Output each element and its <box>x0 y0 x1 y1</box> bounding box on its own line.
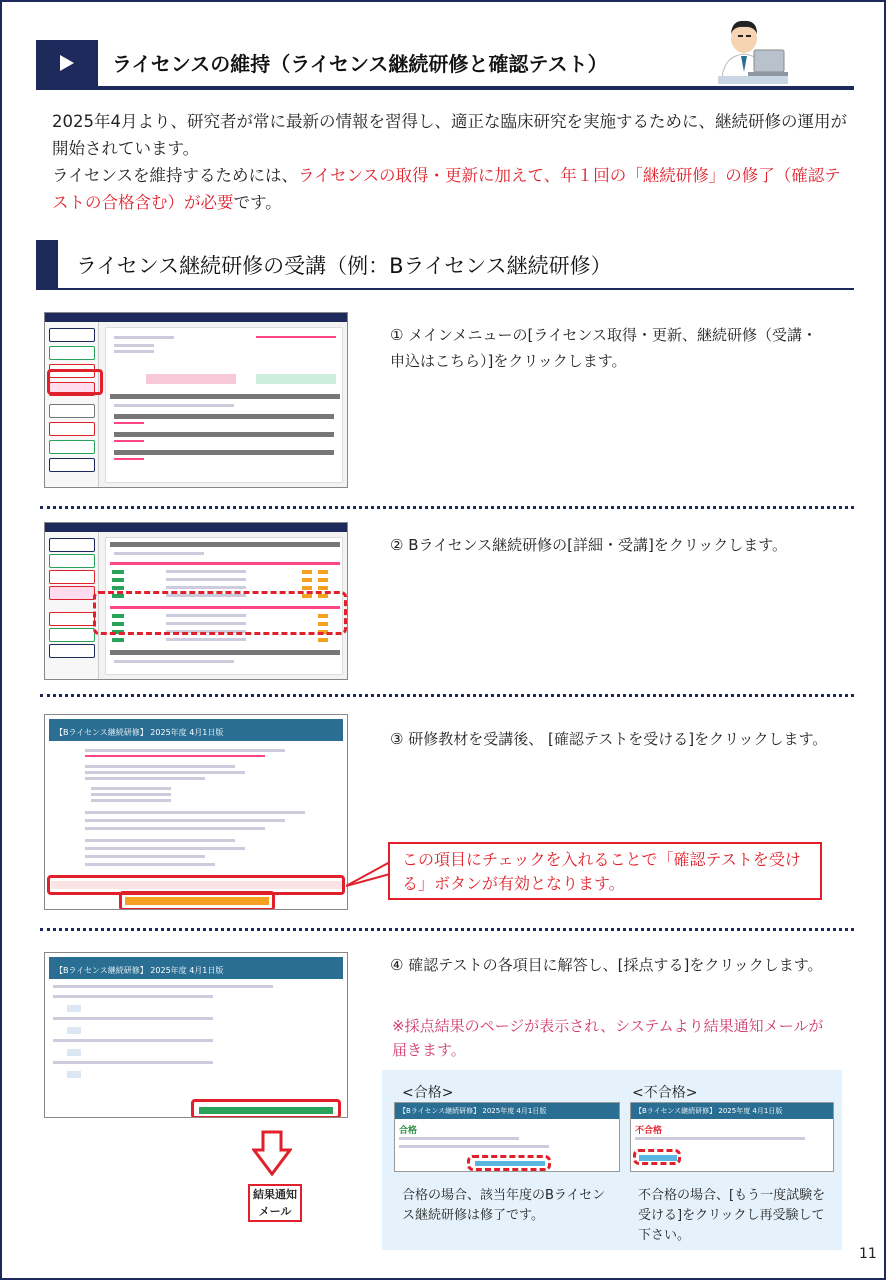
heading-marker <box>36 40 98 86</box>
screenshot-sidebar <box>45 532 99 679</box>
pass-description: 合格の場合、該当年度のBライセンス継続研修は修了です。 <box>402 1188 606 1223</box>
intro-line-2-prefix: ライセンスを維持するためには、 <box>52 166 299 185</box>
confirmation-test-screenshot <box>44 952 348 1118</box>
pass-word: 合格 <box>399 1126 418 1136</box>
license-list-screenshot <box>44 522 348 680</box>
intro-line-2 <box>52 162 852 216</box>
sidebar-button <box>49 458 95 472</box>
section-heading-bar <box>36 240 854 290</box>
intro-text <box>52 108 852 216</box>
notice-line-1: 結果通知 <box>253 1188 297 1201</box>
sidebar-button <box>49 404 95 418</box>
result-mail-notice <box>248 1184 302 1222</box>
sidebar-button <box>49 586 95 600</box>
sidebar-button <box>49 554 95 568</box>
step-4-text: ④ 確認テストの各項目に解答し、[採点する]をクリックします。 <box>390 956 823 974</box>
highlight-return-button <box>467 1155 551 1171</box>
intro-line-1: 2025年4月より、研究者が常に最新の情報を習得し、適正な臨床研究を実施するために、継続研修の運用が開始されています。 <box>52 112 847 158</box>
results-panel <box>382 1070 842 1250</box>
sidebar-button <box>49 570 95 584</box>
intro-line-2-suffix: です。 <box>233 193 282 212</box>
notice-line-2: メール <box>258 1205 292 1218</box>
highlight-retry-button <box>633 1149 681 1165</box>
screenshot-main-area <box>105 327 343 483</box>
sidebar-button <box>49 328 95 342</box>
highlight-test-button <box>119 891 275 910</box>
screenshot-titlebar <box>45 313 347 322</box>
highlight-license-menu <box>47 369 103 395</box>
step-2-text: ② Bライセンス継続研修の[詳細・受講]をクリックします。 <box>390 536 788 554</box>
screenshot-sidebar <box>45 322 99 487</box>
sidebar-button <box>49 346 95 360</box>
highlight-b-license-row <box>93 591 347 635</box>
fail-label: <不合格> <box>632 1085 698 1101</box>
fail-screenshot-header: 【Bライセンス継続研修】 2025年度 4月1日版 <box>631 1103 833 1119</box>
divider <box>40 694 854 697</box>
section-title: ライセンス継続研修の受講（例：Bライセンス継続研修） <box>76 254 612 278</box>
pass-screenshot <box>394 1102 620 1172</box>
fail-word: 不合格 <box>635 1126 663 1136</box>
divider <box>40 506 854 509</box>
person-at-laptop-icon <box>714 16 790 86</box>
sidebar-button <box>49 440 95 454</box>
course-title: 【Bライセンス継続研修】 2025年度 4月1日版 <box>55 728 224 737</box>
step-3-text: ③ 研修教材を受講後、 [確認テストを受ける]をクリックします。 <box>390 730 828 748</box>
checkbox-callout: この項目にチェックを入れることで「確認テストを受ける」ボタンが有効となります。 <box>388 842 822 900</box>
highlight-grade-button <box>191 1099 341 1118</box>
course-header <box>49 719 343 741</box>
section-marker <box>36 240 58 288</box>
sidebar-button <box>49 612 95 626</box>
pass-label: <合格> <box>402 1085 454 1101</box>
sidebar-button <box>49 538 95 552</box>
callout-pointer <box>346 860 390 888</box>
divider <box>40 928 854 931</box>
fail-screenshot <box>630 1102 834 1172</box>
test-title: 【Bライセンス継続研修】 2025年度 4月1日版 <box>55 966 224 975</box>
sidebar-button <box>49 422 95 436</box>
main-menu-screenshot <box>44 312 348 488</box>
fail-description: 不合格の場合、[もう一度試験を受ける]をクリックし再受験して下さい。 <box>638 1188 826 1243</box>
intro-line-2-emphasis: ライセンスの取得・更新に加えて、年１回の「継続研修」の修了（確認テストの合格含む）が必要 <box>52 166 841 212</box>
step-4-note: ※採点結果のページが表示され、システムより結果通知メールが届きます。 <box>392 1017 824 1059</box>
test-header <box>49 957 343 979</box>
pass-screenshot-header: 【Bライセンス継続研修】 2025年度 4月1日版 <box>395 1103 619 1119</box>
arrow-down-icon <box>252 1130 292 1176</box>
page-number: 11 <box>859 1246 877 1262</box>
play-triangle-icon <box>60 55 74 71</box>
sidebar-button <box>49 644 95 658</box>
step-1-text: ① メインメニューの[ライセンス取得・更新、継続研修（受講・申込はこちら）]をクリックします。 <box>390 326 817 370</box>
page-title: ライセンスの維持（ライセンス継続研修と確認テスト） <box>112 52 608 76</box>
course-material-screenshot <box>44 714 348 910</box>
sidebar-button <box>49 628 95 642</box>
screenshot-titlebar <box>45 523 347 532</box>
